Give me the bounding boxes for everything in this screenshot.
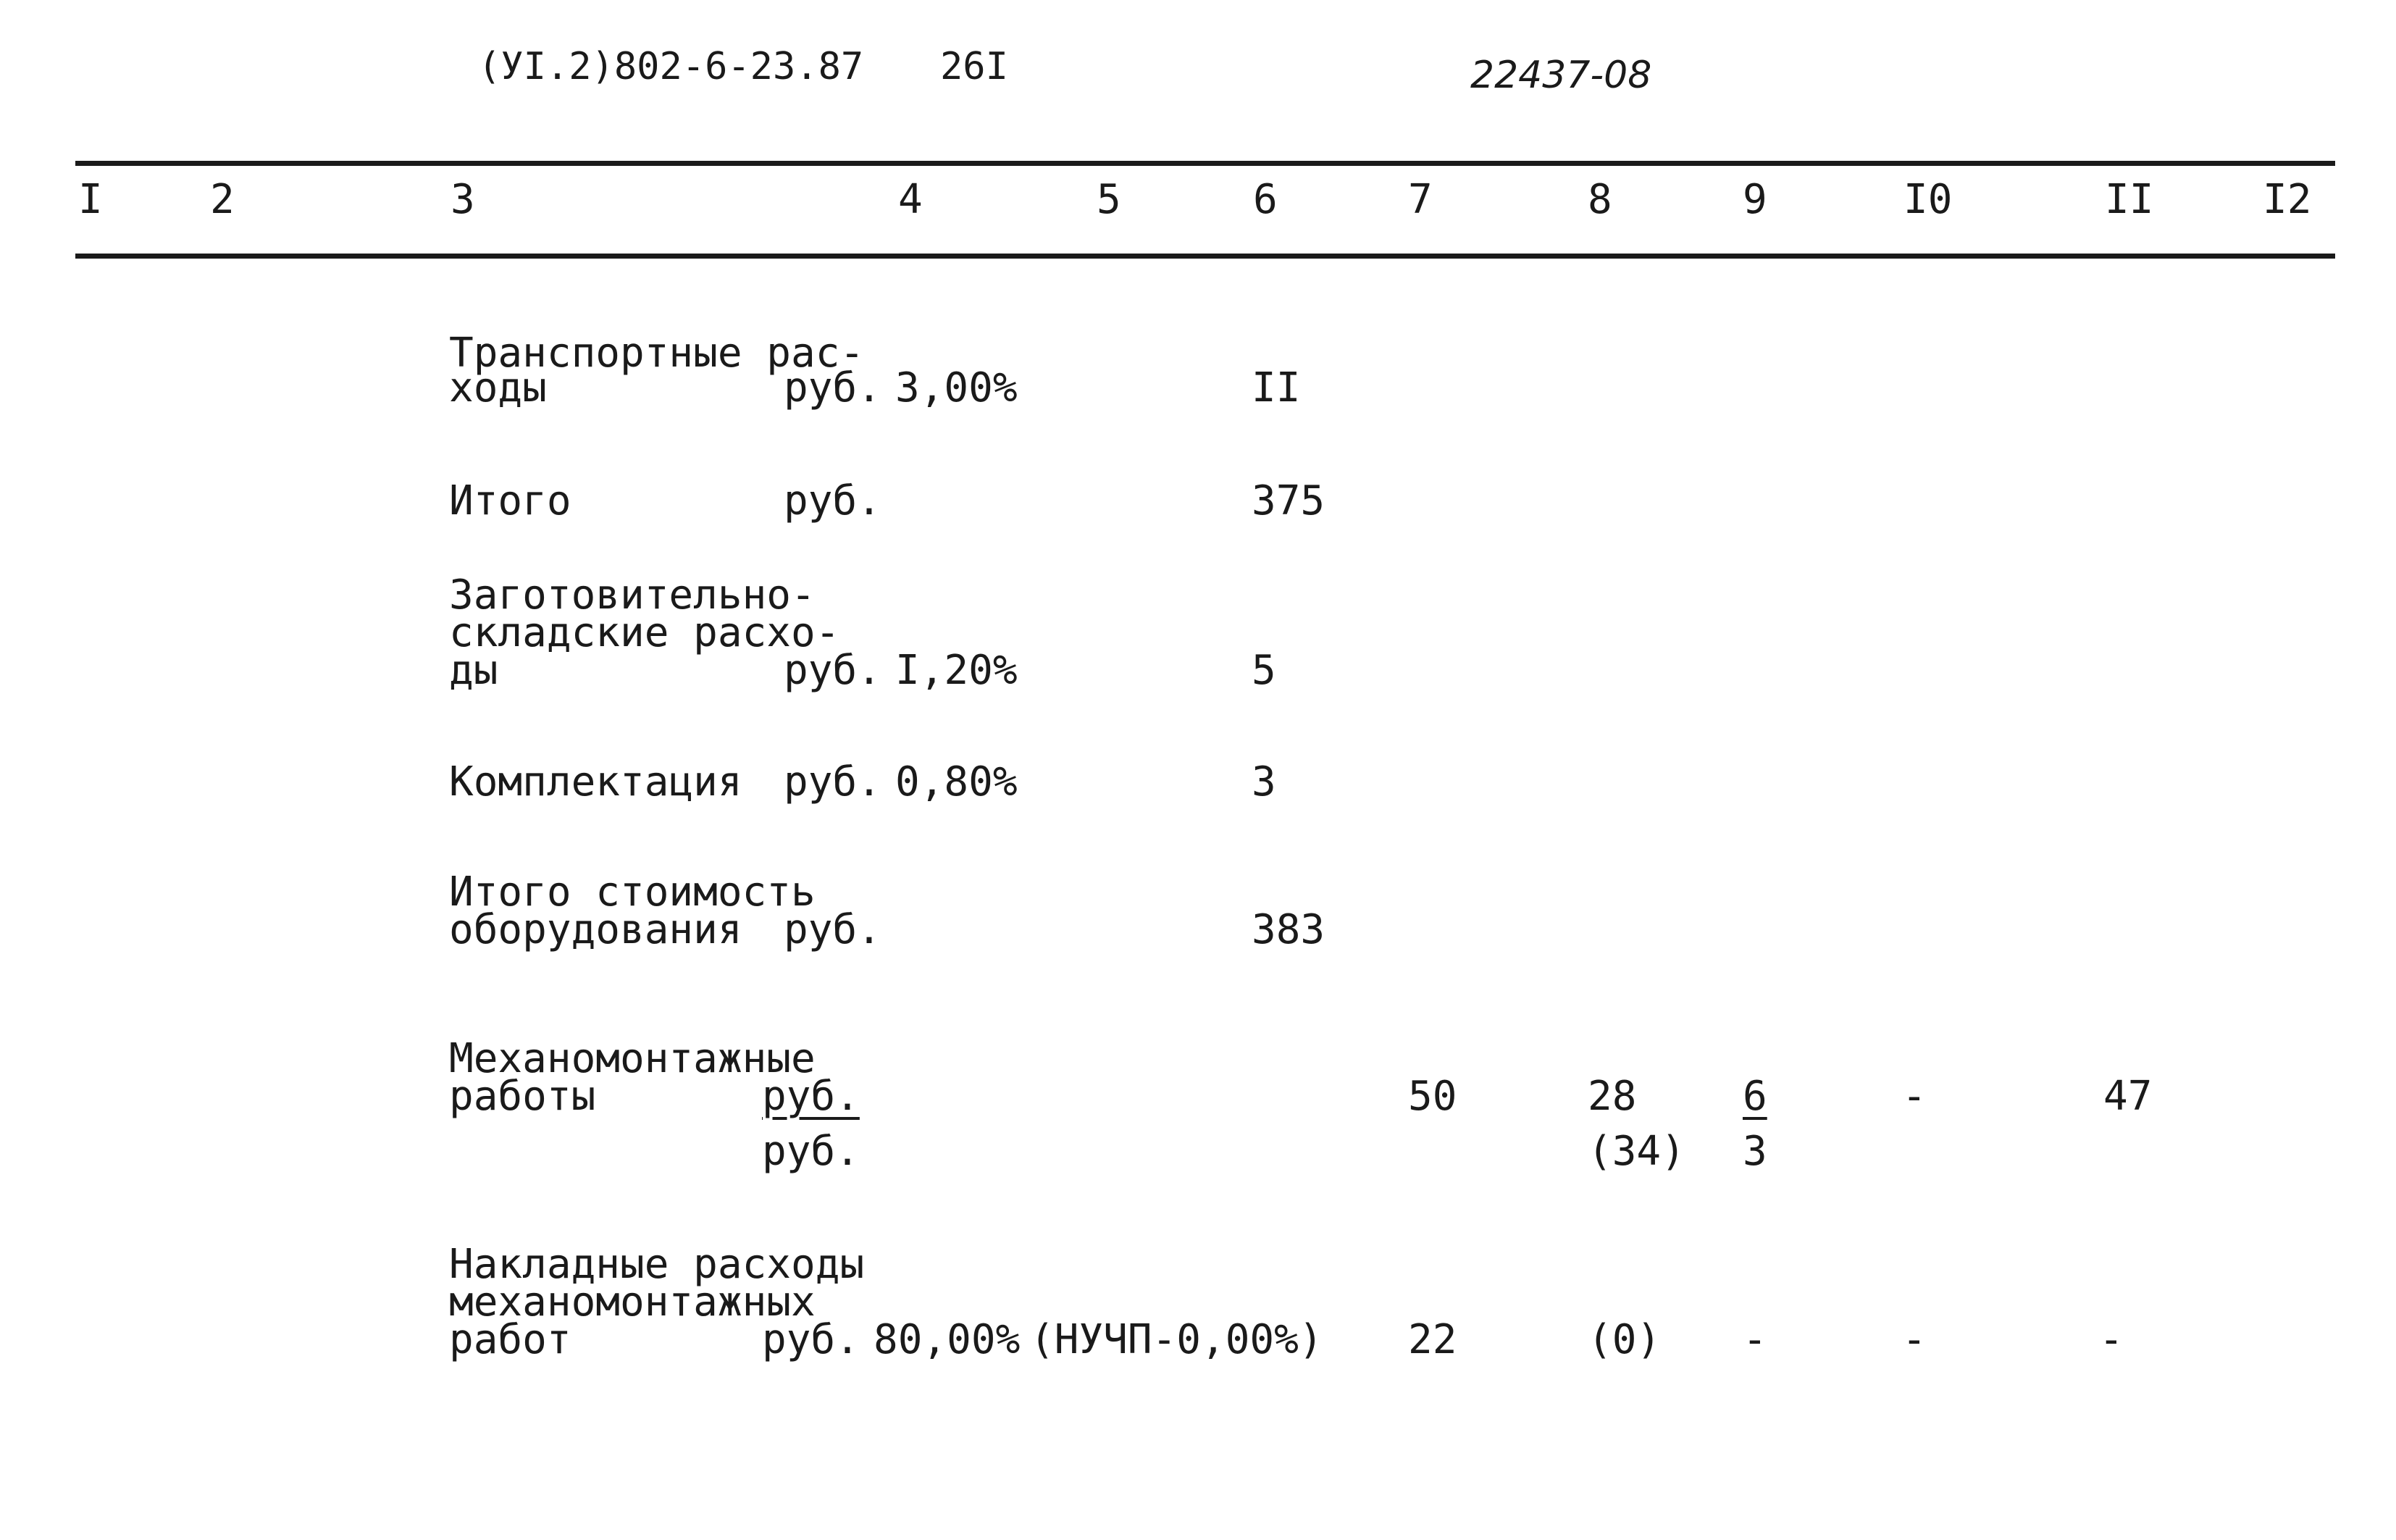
transport-name-line2: ходы [449,364,547,411]
mekhano-col10: - [1902,1073,1927,1120]
mekhano-name-line1: Механомонтажные [449,1035,816,1082]
mekhano-col8-bottom: (34) [1588,1128,1685,1175]
transport-col6: II [1252,364,1301,411]
nakladnye-unit: руб. [762,1316,860,1363]
transport-rate: 3,00% [895,364,1018,411]
mekhano-col8-top: 28 [1588,1073,1637,1120]
nakladnye-name-line2: механомонтажных [449,1279,816,1326]
komplekt-unit: руб. [784,758,881,805]
nakladnye-col11: - [2099,1316,2124,1363]
column-number-11: II [2105,176,2154,223]
komplekt-col6: 3 [1252,758,1276,805]
column-number-7: 7 [1408,176,1433,223]
column-number-4: 4 [898,176,923,223]
zagotov-name-line3: ды [449,647,498,694]
komplekt-name: Комплектация [449,758,742,805]
zagotov-name-line2: складские расхо- [449,609,840,656]
nakladnye-rate: 80,00% [874,1316,1021,1363]
transport-name-line1: Транспортные рас- [449,330,865,377]
itogo-name: Итого [449,477,571,524]
column-number-5: 5 [1097,176,1121,223]
column-number-9: 9 [1743,176,1767,223]
nakladnye-name-line3: работ [449,1316,571,1363]
column-number-8: 8 [1588,176,1612,223]
itogo-oborud-unit: руб. [784,906,881,953]
nakladnye-col8: (0) [1588,1316,1662,1363]
mekhano-col9-bottom: 3 [1743,1128,1767,1175]
zagotov-unit: руб. [784,647,881,694]
itogo-unit: руб. [784,477,881,524]
column-number-3: 3 [451,176,475,223]
mekhano-unit2: руб. [762,1128,860,1175]
itogo-oborud-name-line1: Итого стоимость [449,869,816,916]
mekhano-name-line2: работы [449,1073,596,1120]
zagotov-col6: 5 [1252,647,1276,694]
mekhano-col9-top: 6 [1743,1073,1767,1120]
mekhano-col7: 50 [1408,1073,1457,1120]
page-number: 26I [940,45,1008,88]
zagotov-rate: I,20% [895,647,1018,694]
nakladnye-col9: - [1743,1316,1767,1363]
itogo-oborud-col6: 383 [1252,906,1325,953]
handwritten-number: 22437-08 [1470,54,1652,97]
komplekt-rate: 0,80% [895,758,1018,805]
zagotov-name-line1: Заготовительно- [449,572,816,619]
itogo-col6: 375 [1252,477,1325,524]
nakladnye-col10: - [1902,1316,1927,1363]
column-number-2: 2 [210,176,235,223]
nakladnye-col7: 22 [1408,1316,1457,1363]
nakladnye-nuchp: (НУЧП-0,00%) [1030,1316,1323,1363]
transport-unit: руб. [784,364,881,411]
mekhano-col11: 47 [2103,1073,2153,1120]
column-number-10: I0 [1903,176,1953,223]
column-number-6: 6 [1253,176,1278,223]
column-number-1: I [78,176,103,223]
top-rule [75,161,2335,166]
mekhano-unit1: руб. [762,1073,860,1120]
document-code: (УI.2)802-6-23.87 [478,45,864,88]
column-number-12: I2 [2263,176,2312,223]
itogo-oborud-name-line2: оборудования [449,906,742,953]
bottom-rule [75,254,2335,259]
nakladnye-name-line1: Накладные расходы [449,1241,865,1288]
